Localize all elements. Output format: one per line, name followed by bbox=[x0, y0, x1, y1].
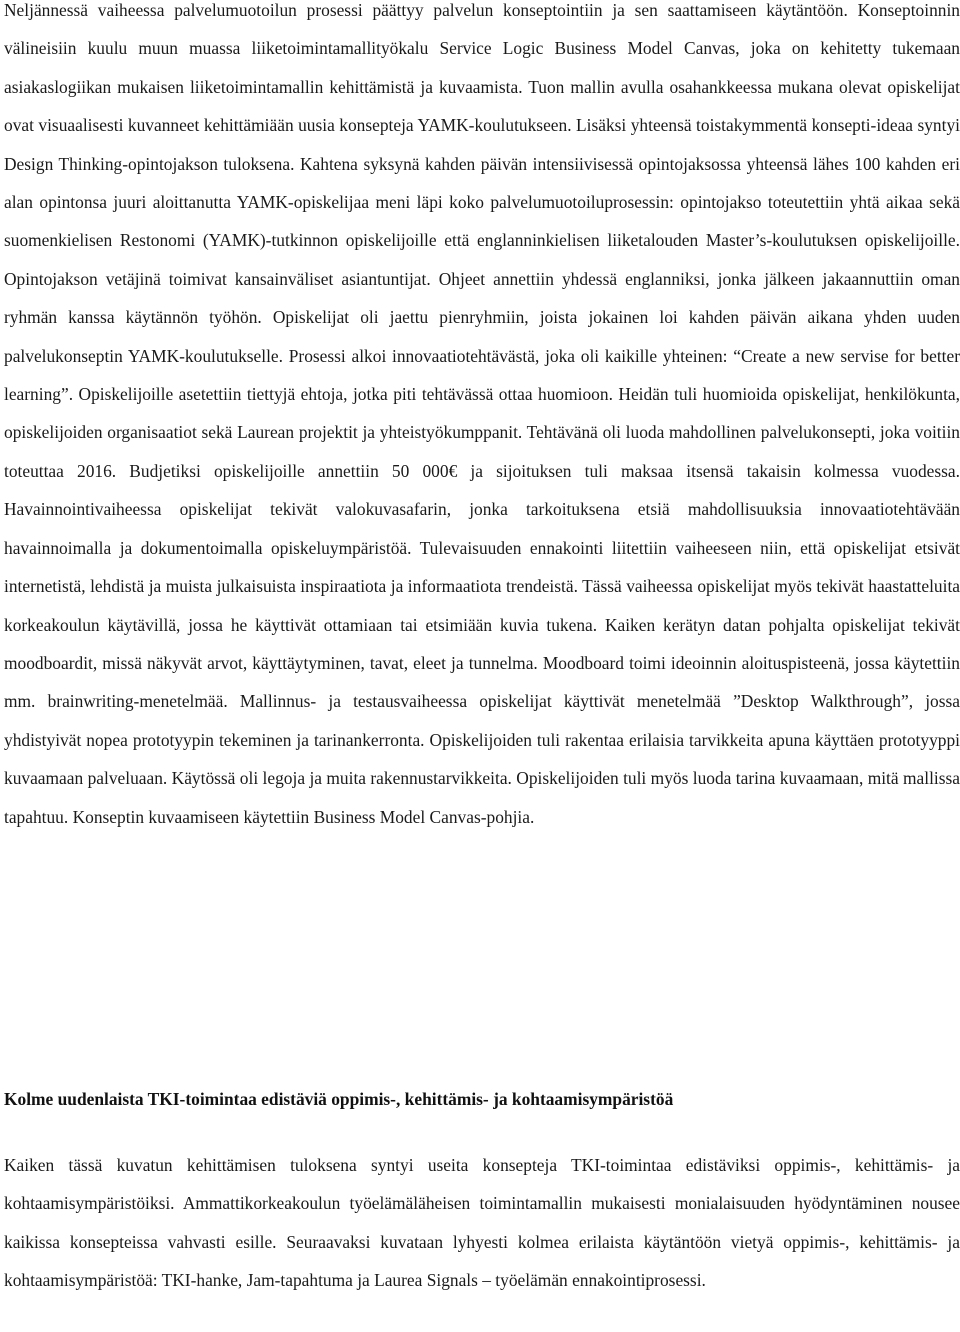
body-paragraph-concepting: Neljännessä vaiheessa palvelumuotoilun prosessi päättyy palvelun konseptointiin ja sen saattamiseen käytäntöön. Konseptoinnin välineisiin kuulu muun muassa liiketoimintamallityökalu Service Logic Business Model Canvas, joka on kehitetty tukemaan asiakaslogiikan mukaisen liiketoimintamallin kehittämistä ja kuvaamista. Tuon mallin avulla osahankkeessa mukana olevat opiskelijat ovat visuaalisesti kuvanneet kehittämiään uusia konsepteja YAMK-koulutukseen. Lisäksi yhteensä toistakymmentä konsepti-ideaa syntyi Design Thinking-opintojakson tuloksena. Kahtena syksynä kahden päivän intensiivisessä opintojaksossa yhteensä lähes 100 kahden eri alan opintonsa juuri aloittanutta YAMK-opiskelijaa meni läpi koko palvelumuotoiluprosessin: opintojakso toteutettiin yhtä aikaa sekä suomenkielisen Restonomi (YAMK)-tutkinnon opiskelijoille että englanninkielisen liiketalouden Master’s-koulutuksen opiskelijoille. Opintojakson vetäjinä toimivat kansainväliset asiantuntijat. Ohjeet annettiin yhdessä englanniksi, jonka jälkeen jakaannuttiin oman ryhmän kanssa käytännön työhön. Opiskelijat oli jaettu pienryhmiin, joista jokainen loi kahden päivän aikana yhden uuden palvelukonseptin YAMK-koulutukselle. Prosessi alkoi innovaatiotehtävästä, joka oli kaikille yhteinen: “Create a new servise for better learning”. Opiskelijoille asetettiin tiettyjä ehtoja, jotka piti tehtävässä ottaa huomioon. Heidän tuli huomioida opiskelijat, henkilökunta, opiskelijoiden organisaatiot sekä Laurean projektit ja yhteistyökumppanit. Tehtävänä oli luoda mahdollinen palvelukonsepti, joka voitiin toteuttaa 2016. Budjetiksi opiskelijoille annettiin 50 000€ ja sijoituksen tuli maksaa itsensä takaisin kolmessa vuodessa. Havainnointivaiheessa opiskelijat tekivät valokuvasafarin, jonka tarkoituksena etsiä mahdollisuuksia innovaatiotehtävään havainnoimalla ja dokumentoimalla opiskeluympäristöä. Tulevaisuuden ennakointi liitettiin vaiheeseen niin, että opiskelijat etsivät internetistä, lehdistä ja muista julkaisuista inspiraatiota ja informaatiota trendeistä. Tässä vaiheessa opiskelijat myös tekivät haastatteluita korkeakoulun käytävillä, jossa he käyttivät ottamiaan tai etsimiään kuvia tukena. Kaiken kerätyn datan pohjalta opiskelijat tekivät moodboardit, missä näkyvät arvot, käyttäytyminen, tavat, eleet ja tunnelma. Moodboard toimi ideoinnin aloituspisteenä, jossa käytettiin mm. brainwriting-menetelmää. Mallinnus- ja testausvaiheessa opiskelijat käyttivät menetelmää ”Desktop Walkthrough”, jossa yhdistyivät nopea prototyypin tekeminen ja tarinankerronta. Opiskelijoiden tuli rakentaa erilaisia tarvikkeita apuna käyttäen prototyyppi kuvaamaan palveluaan. Käytössä oli legoja ja muita rakennustarvikkeita. Opiskelijoiden tuli myös luoda tarina kuvaamaan, mitä mallissa tapahtuu. Konseptin kuvaamiseen käytettiin Business Model Canvas-pohjia. bbox=[4, 0, 960, 827]
body-paragraph-environments: Kaiken tässä kuvatun kehittämisen tuloksena syntyi useita konsepteja TKI-toimintaa edistäviksi oppimis-, kehittämis- ja kohtaamisympäristöiksi. Ammattikorkeakoulun työelämäläheisen toimintamallin mukaisesti monialaisuuden hyödyntäminen nousee kaikissa konsepteissa vahvasti esille. Seuraavaksi kuvataan lyhyesti kolmea erilaista käytäntöön vietyä oppimis-, kehittämis- ja kohtaamisympäristöä: TKI-hanke, Jam-tapahtuma ja Laurea Signals – työelämän ennakointiprosessi. bbox=[4, 1155, 960, 1291]
section-heading: Kolme uudenlaista TKI-toimintaa edistäviä oppimis-, kehittämis- ja kohtaamisympäristöä bbox=[4, 1089, 674, 1109]
